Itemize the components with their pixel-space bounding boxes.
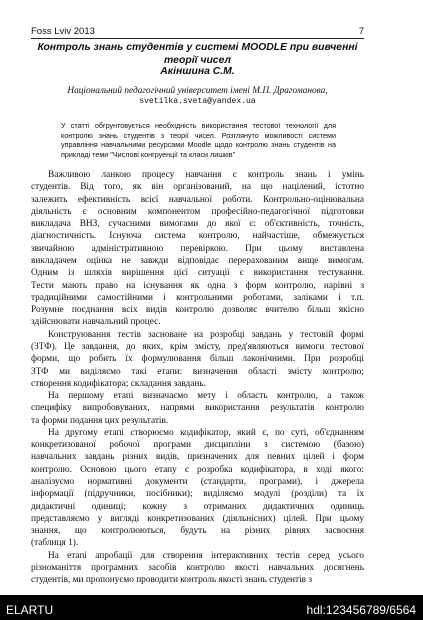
text-line: викладачем оцінка не завжди відповідає перерахованим вище вимогам.: [31, 255, 364, 266]
text-line: залежить ефективність всієї навчальної роботи. Контрольно-оцінювальна: [31, 194, 364, 205]
title-line: Контроль знань студентів у системі MOODLE при вивченні: [37, 42, 358, 53]
affiliation: Національний педагогічний університет імені М.П. Драгоманова,: [67, 86, 328, 96]
page-number: 7: [358, 26, 364, 37]
text-line: контролю. Основою цього етапу є розробка кодифікатора, в ході якого:: [31, 464, 364, 475]
text-line: традиційними самостійними і контрольними роботами, заліками і т.п.: [31, 292, 364, 303]
author-name: Акіншина С.М.: [160, 66, 235, 77]
text-line: навчальних завдань різних видів, призначених для певних цілей і форм: [31, 452, 364, 463]
viewer-footer-bar: [0, 596, 423, 620]
text-line: студентів. Від того, як він організований, на що націлений, істотно: [31, 182, 364, 193]
text-line: форми, що робить їх формулювання більш лаконічними. При розробці: [31, 354, 364, 365]
repository-name: ELARTU: [6, 603, 54, 617]
text-line: діагностичність. Існуюча система контролю, найчастіше, обмежується: [31, 231, 364, 242]
text-line: На етапі апробації для створення інтерактивних тестів серед усього: [48, 550, 364, 561]
conference-name: Foss Lviv 2013: [31, 26, 95, 37]
text-line: (ЗТФ). Це завдання, до яких, крім змісту, пред'являються вимоги тестової: [31, 341, 364, 352]
text-line: представляємо у вигляді конкретизованих (діяльнісних) цілей. При цьому: [31, 513, 364, 524]
text-line: Одним із шляхів вирішення цієї ситуації є використання тестування.: [31, 268, 364, 279]
article-title: [31, 41, 364, 67]
text-line: здійснювати навчальний процес.: [31, 317, 161, 328]
article-body: [31, 169, 364, 587]
text-line: різноманіття програмних засобів контролю якості навчальних досягнень: [31, 563, 364, 573]
text-line: знання, що контролюються, будуть на різних рівнях засвоєння: [31, 526, 364, 537]
text-line: Важливою ланкою процесу навчання є контроль знань і умінь: [48, 170, 364, 180]
text-line: Розумне поєднання всіх видів контролю дозволяє вчителю більш якісно: [31, 305, 364, 316]
title-line: теорії чисел: [164, 55, 231, 66]
body-paragraph: [31, 550, 364, 587]
text-line: специфіку випробовуваних, напрями використання результатів контролю: [31, 403, 364, 414]
body-paragraph: [31, 390, 364, 427]
text-line: На другому етапі створюємо кодифікатор, який є, по суті, об'єднанням: [48, 427, 364, 438]
text-line: аналізуємо нормативні документи (стандарти, програми), і джерела: [31, 477, 364, 488]
text-line: студентів, ми пропонуємо проводити контроль якості знань студентів з: [31, 575, 313, 586]
text-line: викладача ВНЗ, сучасними вимогами до якої є: об'єктивність, точність,: [31, 219, 364, 230]
text-line: дидактичні одиниці; кожну з отриманих дидактичних одиниць: [31, 501, 364, 512]
abstract: У статті обгрунтовується необхідність використання тестової технології для контролю знань студентів з теорії чисел. Розглянуто можливості системи управління навчальними ресурсами Moodle щодо контролю знань студентів на прикладі теми "Числові конгруенції та класи лишків": [61, 121, 336, 159]
running-header: [31, 27, 364, 39]
text-line: діяльність є основним компонентом професійно-педагогічної підготовки: [31, 206, 364, 217]
handle-identifier: hdl:123456789/6564: [306, 603, 416, 617]
body-paragraph: [31, 169, 364, 329]
text-line: інформації (підручники, посібники); виділяємо модулі (розділи) та їх: [31, 489, 364, 500]
text-line: (таблиця 1).: [31, 538, 79, 549]
text-line: Конструювання тестів засноване на розробці завдань у тестовій формі: [48, 329, 364, 340]
text-line: створення кодифікатора; складання завдань.: [31, 378, 206, 389]
author-email: svetilka.sveta@yandex.ua: [139, 97, 256, 106]
text-line: Тести мають право на існування як одна з форм контролю, нарівні з: [31, 280, 364, 291]
text-line: На першому етапі визначаємо мету і область контролю, а також: [48, 391, 364, 402]
text-line: та форми подання цих результатів.: [31, 415, 169, 426]
text-line: ЗТФ ми виділяємо такі етапи: визначення області змісту контролю;: [31, 366, 364, 377]
body-paragraph: [31, 329, 364, 390]
text-line: конкретизованої робочої програми дисципліни з системою (базою): [31, 440, 364, 451]
text-line: звичайною адміністративною перевіркою. При цьому виставлена: [31, 243, 364, 254]
body-paragraph: [31, 427, 364, 550]
